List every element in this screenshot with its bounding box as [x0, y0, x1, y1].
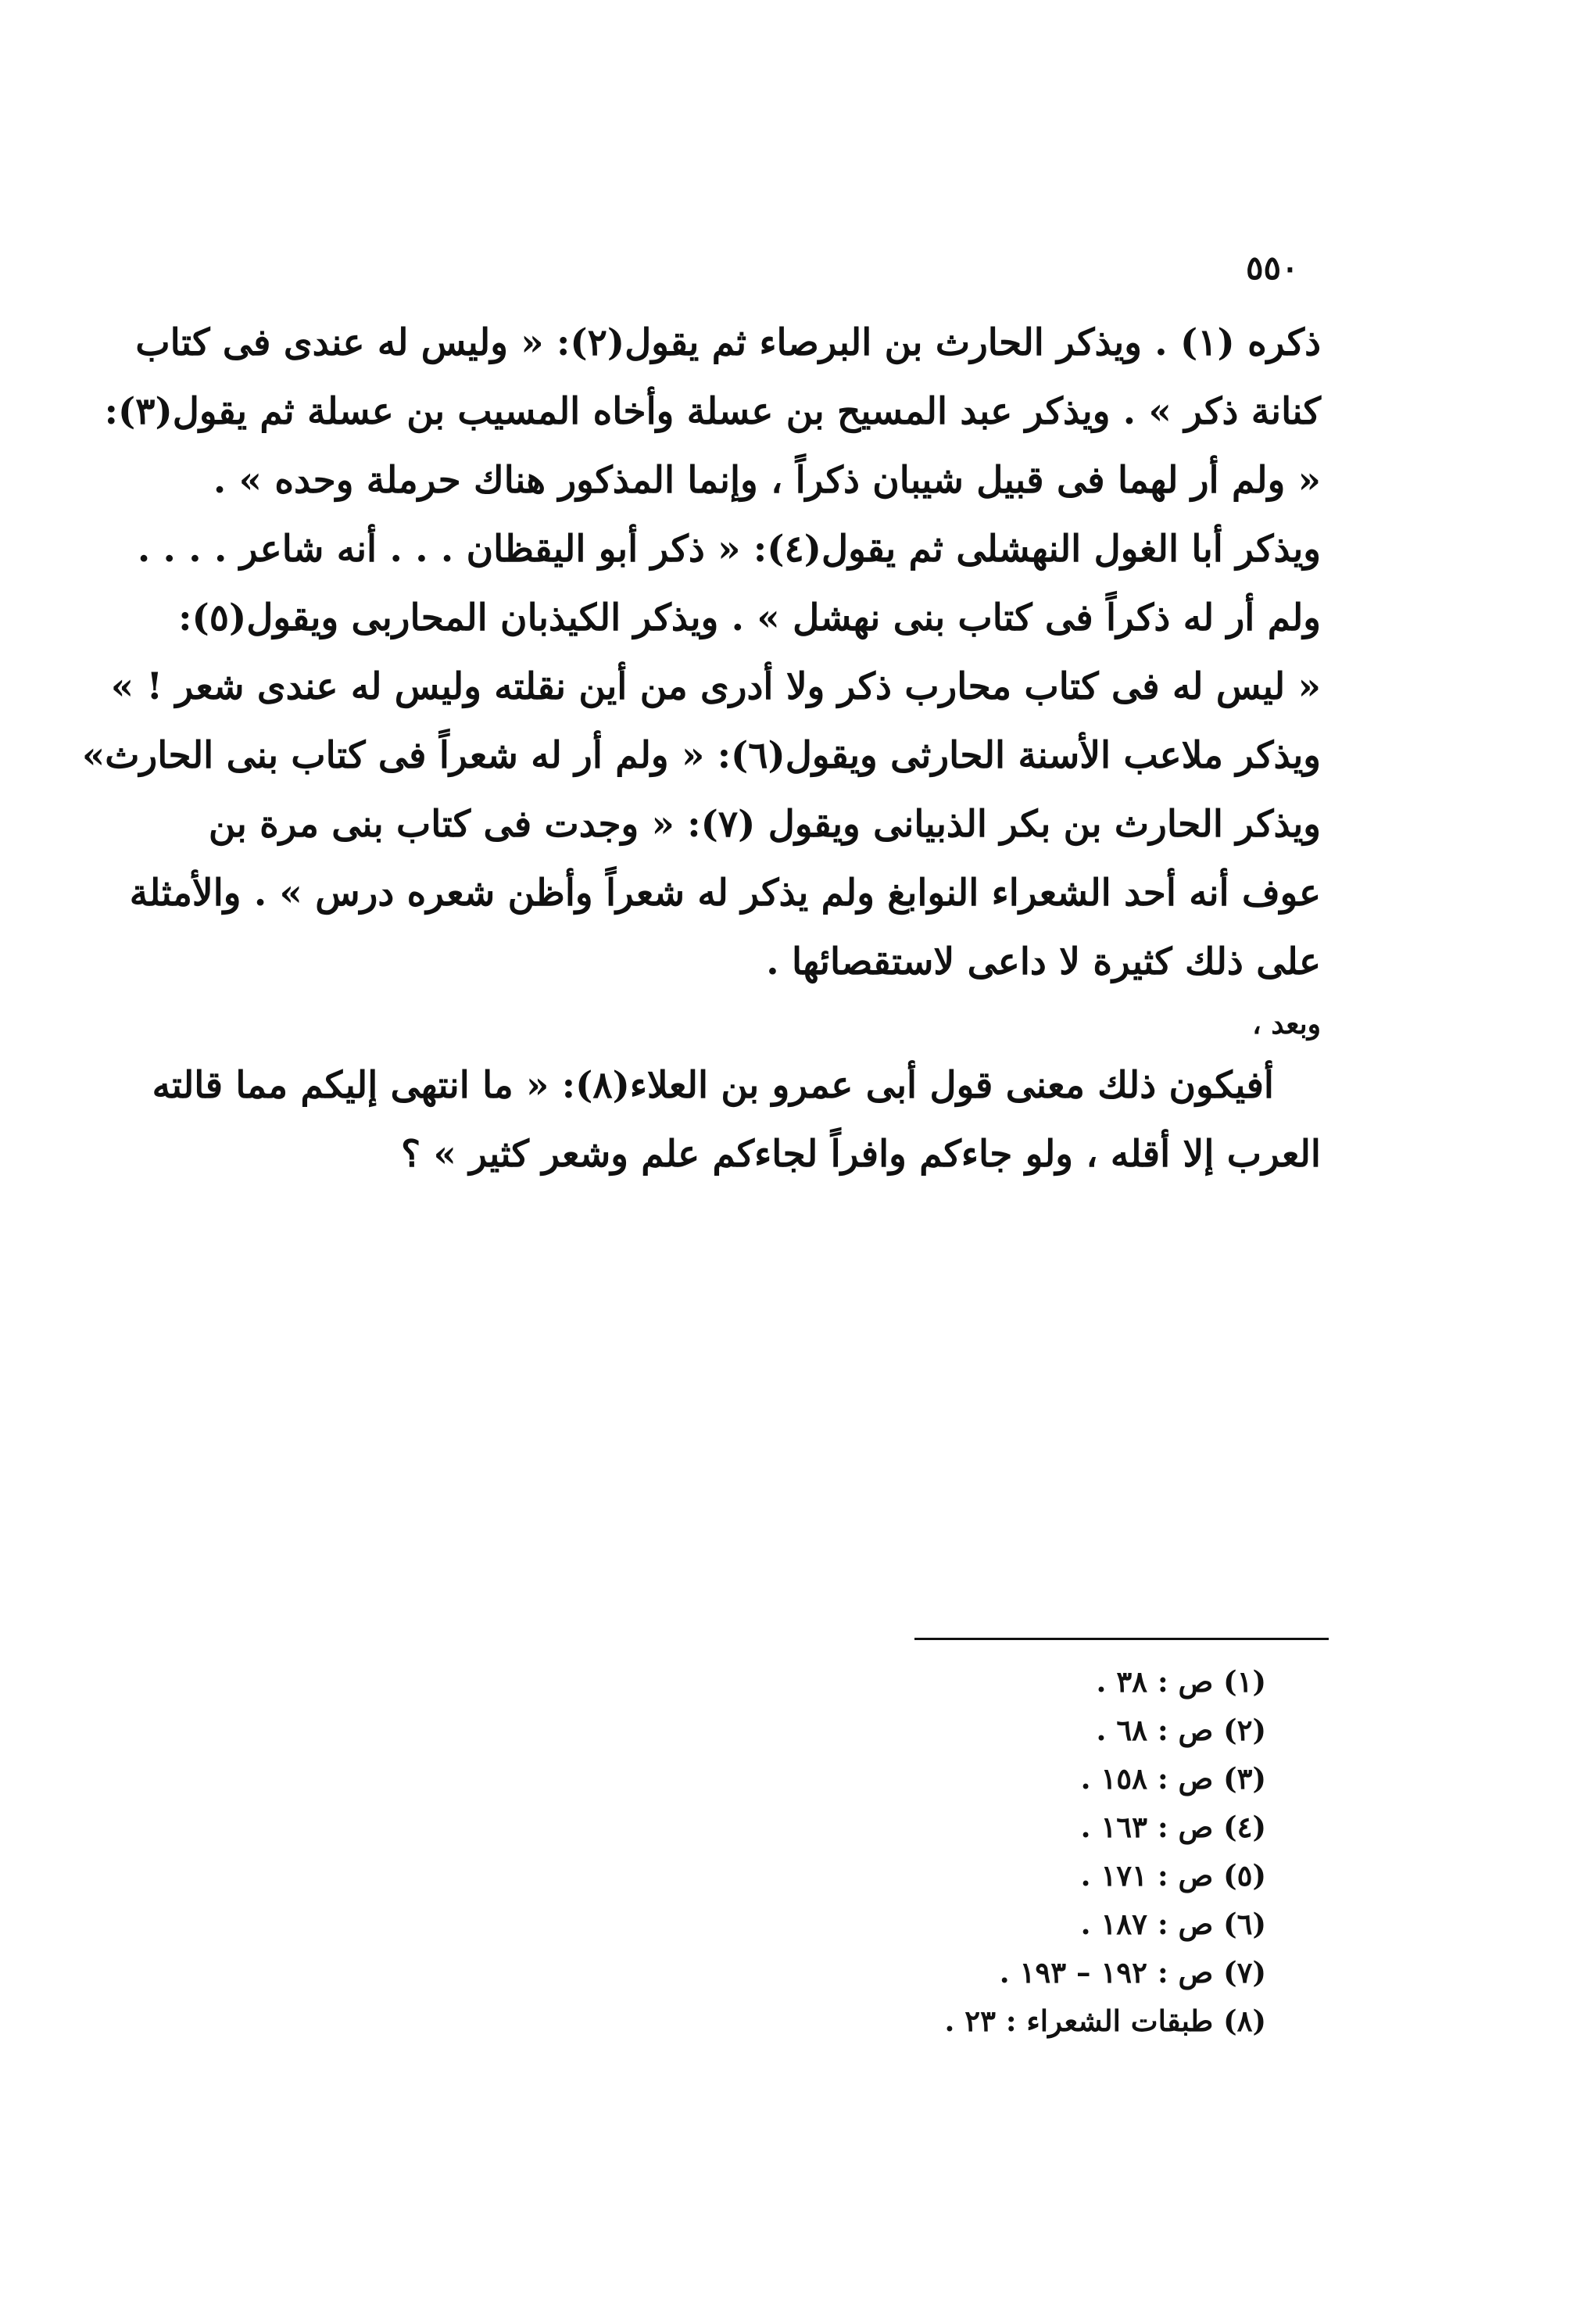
- body-line: ولم أر له ذكراً فى كتاب بنى نهشل » . ويذكر الكيذبان المحاربى ويقول(٥):: [178, 596, 1321, 639]
- body-line: ذكره (١) . ويذكر الحارث بن البرصاء ثم يقول(٢): « وليس له عندى فى كتاب: [135, 321, 1321, 364]
- body-line: ويذكر الحارث بن بكر الذبيانى ويقول (٧): « وجدت فى كتاب بنى مرة بن: [208, 803, 1321, 846]
- footnote: (٥) ص : ١٧١ .: [1080, 1858, 1266, 1893]
- body-line: كنانة ذكر » . ويذكر عبد المسيح بن عسلة وأخاه المسيب بن عسلة ثم يقول(٣):: [104, 390, 1321, 433]
- footnote: (١) ص : ٣٨ .: [1096, 1664, 1266, 1699]
- footnote: (٢) ص : ٦٨ .: [1096, 1713, 1266, 1747]
- closing-line: العرب إلا أقله ، ولو جاءكم وافراً لجاءكم علم وشعر كثير » ؟: [401, 1133, 1321, 1176]
- transition-line: وبعد ،: [1252, 1008, 1321, 1040]
- body-line: ويذكر أبا الغول النهشلى ثم يقول(٤): « ذكر أبو اليقظان . . . أنه شاعر . . . .: [137, 528, 1321, 571]
- body-line: على ذلك كثيرة لا داعى لاستقصائها .: [766, 940, 1321, 983]
- footnote: (٨) طبقات الشعراء : ٢٣ .: [944, 2004, 1266, 2038]
- main-text: [81, 309, 1321, 1189]
- body-line: عوف أنه أحد الشعراء النوابغ ولم يذكر له شعراً وأظن شعره درس » . والأمثلة: [129, 872, 1321, 915]
- closing-line: أفيكون ذلك معنى قول أبى عمرو بن العلاء(٨): « ما انتهى إليكم مما قالته: [152, 1064, 1274, 1107]
- body-line: ويذكر ملاعب الأسنة الحارثى ويقول(٦): « ولم أر له شعراً فى كتاب بنى الحارث»: [81, 734, 1321, 777]
- footnotes: [875, 1657, 1266, 2045]
- footnote: (٣) ص : ١٥٨ .: [1080, 1761, 1266, 1796]
- body-line: « ليس له فى كتاب محارب ذكر ولا أدرى من أين نقلته وليس له عندى شعر ! »: [110, 665, 1321, 708]
- footnote: (٧) ص : ١٩٢ – ١٩٣ .: [999, 1955, 1266, 1990]
- footnote: (٤) ص : ١٦٣ .: [1080, 1810, 1266, 1844]
- footnote: (٦) ص : ١٨٧ .: [1080, 1907, 1266, 1941]
- page-number: ٥٥٠: [1246, 249, 1299, 287]
- footnote-separator: [914, 1638, 1329, 1640]
- body-line: « ولم أر لهما فى قبيل شيبان ذكراً ، وإنما المذكور هناك حرملة وحده » .: [213, 459, 1321, 502]
